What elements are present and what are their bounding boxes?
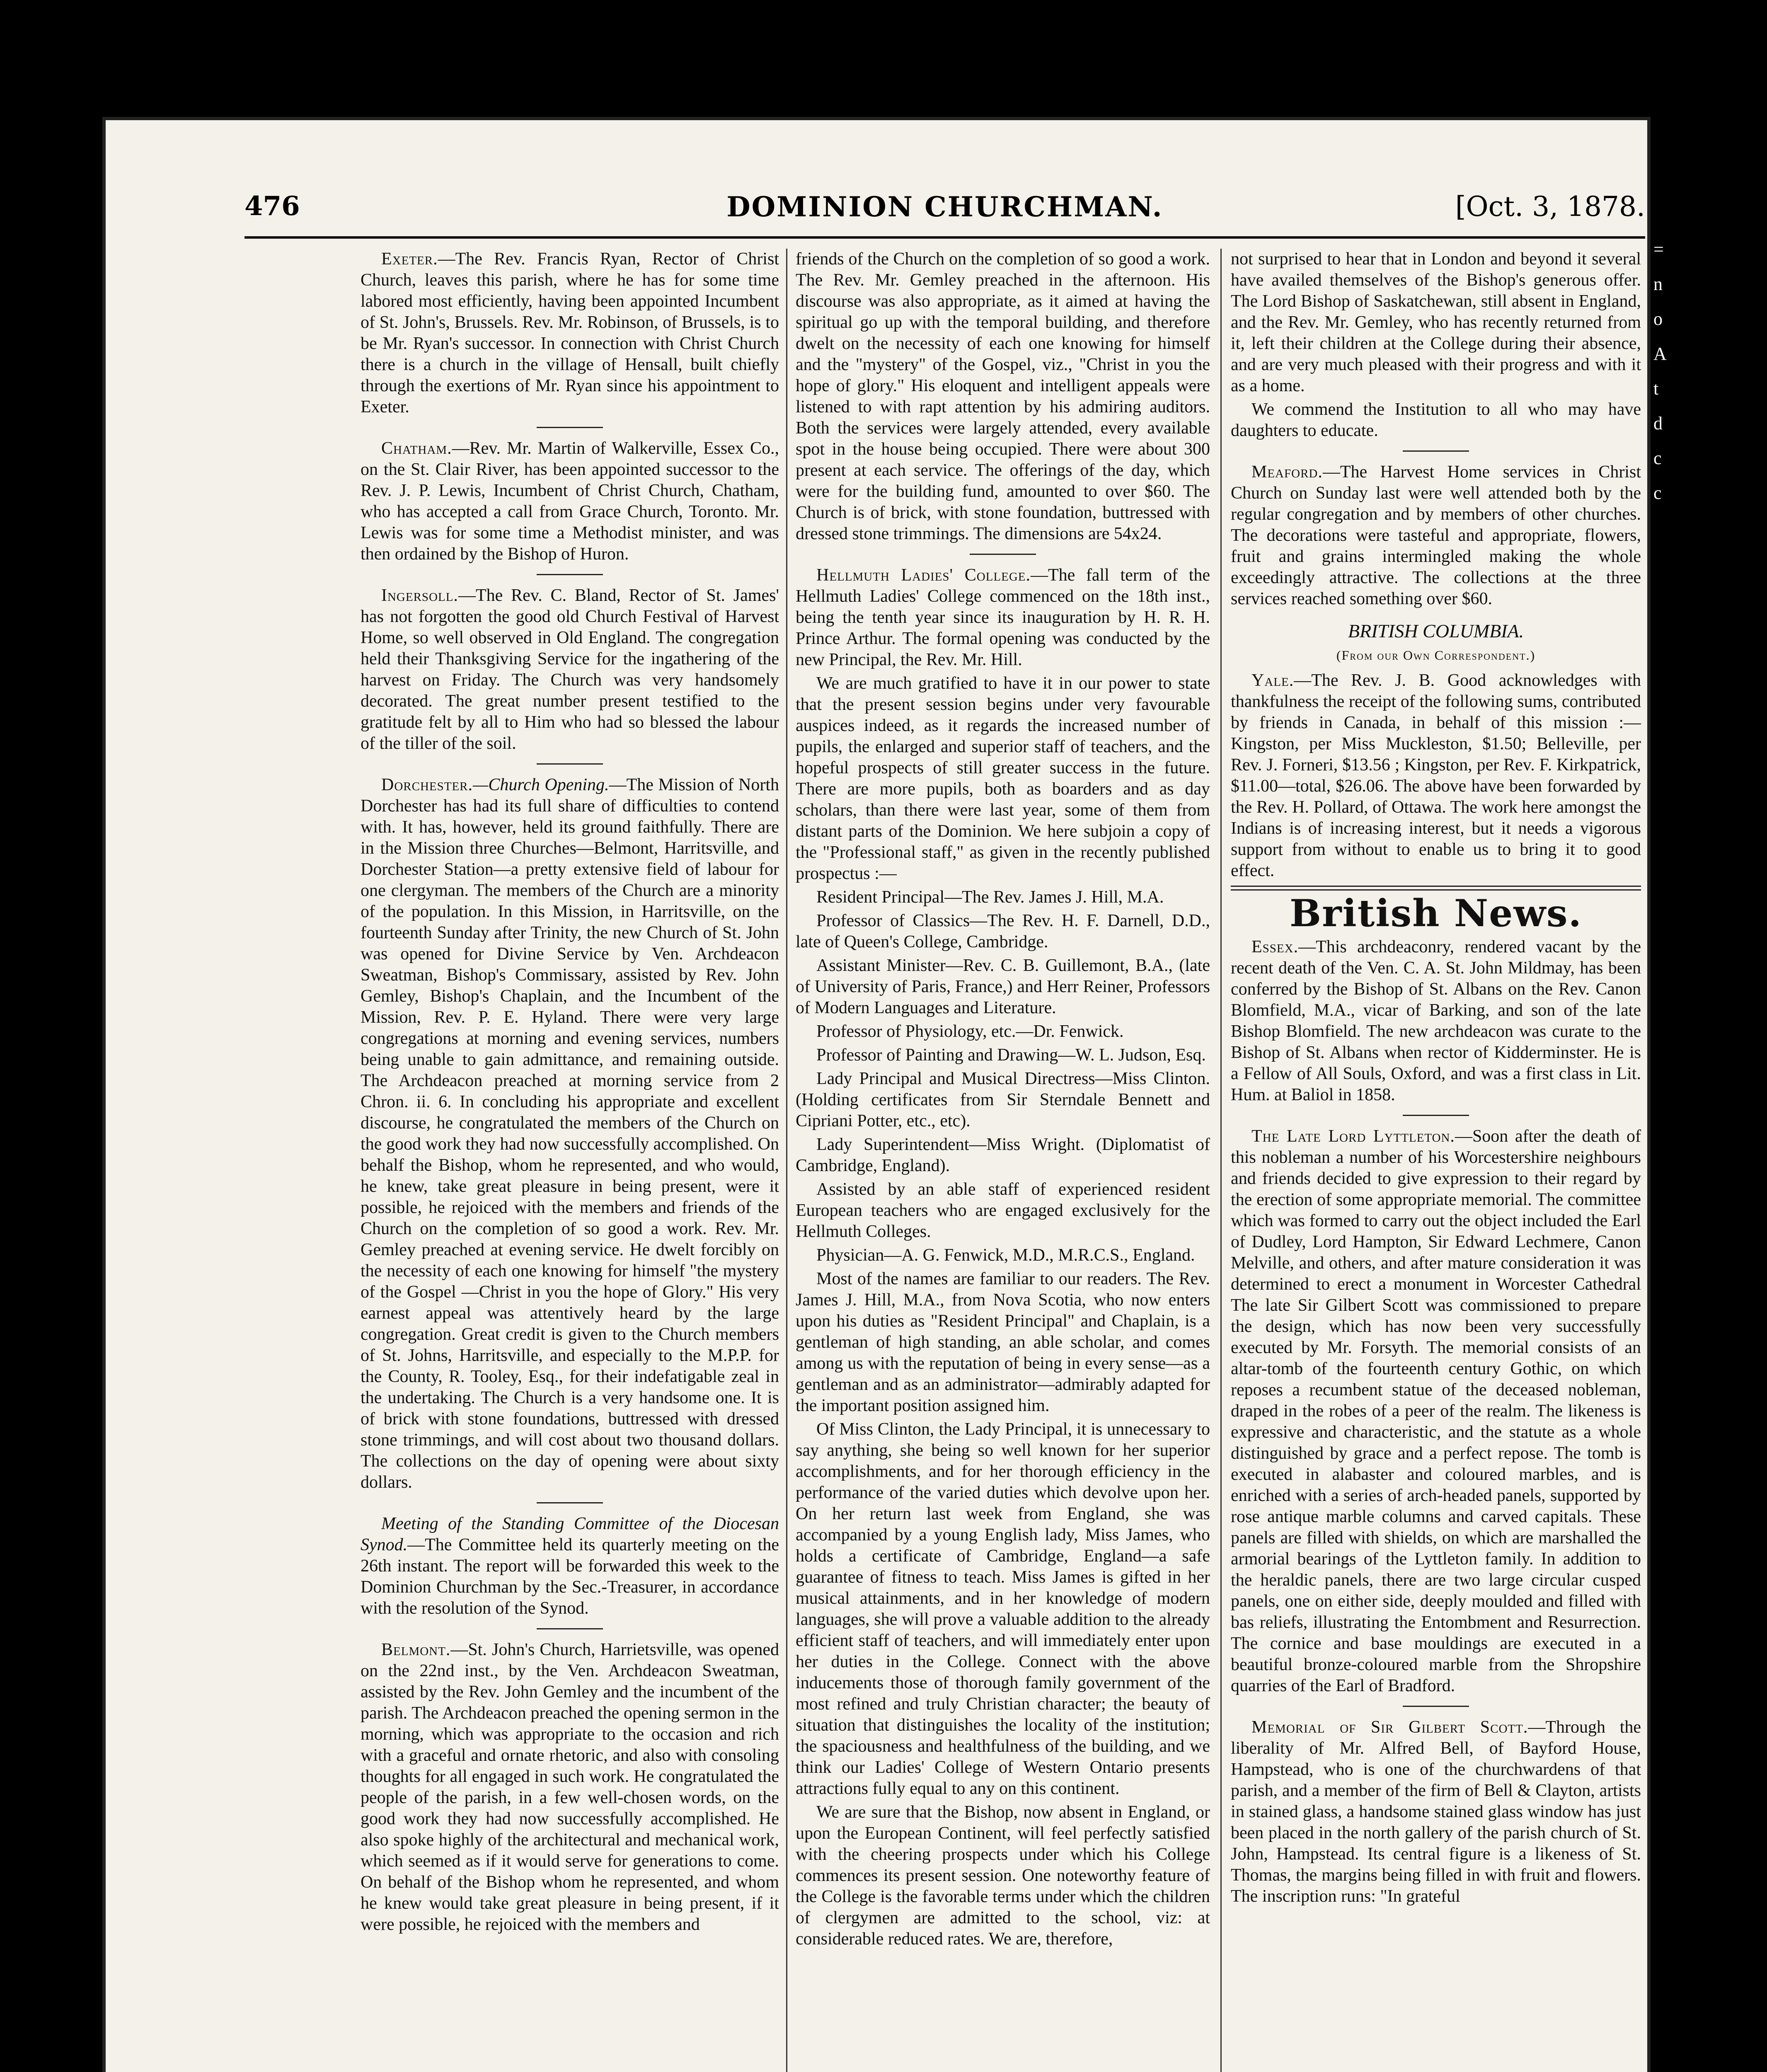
article-lead: Essex. xyxy=(1251,937,1299,956)
fragment-char: c xyxy=(1653,483,1662,503)
article-lead: Meaford. xyxy=(1251,462,1323,482)
staff-line: Assisted by an able staff of experienced resident European teachers who are engaged exclusively for the Hellmuth Colleges. xyxy=(796,1180,1210,1241)
issue-date: [Oct. 3, 1878. xyxy=(1455,191,1645,223)
separator-rule xyxy=(537,1628,603,1629)
article-body: —Rev. Mr. Martin of Walkerville, Essex Co., on the St. Clair River, has been appointed successor to the Rev. J. P. Lewis, Incumbent of Christ Church, Chatham, who has accepted a call from Grace Church, Toronto. Mr. Lewis was for some time a Methodist minister, and was then ordained by the Bishop of Huron. xyxy=(361,439,779,564)
separator-rule xyxy=(537,1502,603,1503)
article-synod xyxy=(361,1513,779,1619)
article-body: —Through the liberality of Mr. Alfred Bell, of Bayford House, Hampstead, who is one of the churchwardens of that parish, and a member of the firm of Bell & Clayton, artists in stained glass, a handsome stained glass window has just been placed in the north gallery of the parish church of St. John, Hampstead. Its central figure is a likeness of St. Thomas, the margins being filled in with fruit and flowers. The inscription runs: "In grateful xyxy=(1231,1718,1641,1906)
adjacent-page-fragment xyxy=(1653,232,1767,1310)
staff-line: Professor of Classics—The Rev. H. F. Darnell, D.D., late of Queen's College, Cambridge. xyxy=(796,911,1210,951)
fragment-char: c xyxy=(1653,448,1662,468)
article-lead: Ingersoll. xyxy=(381,586,458,605)
separator-rule xyxy=(1403,450,1469,452)
staff-line: Physician—A. G. Fenwick, M.D., M.R.C.S., England. xyxy=(816,1246,1195,1265)
masthead-title: DOMINION CHURCHMAN. xyxy=(726,191,1163,223)
fragment-char: A xyxy=(1653,344,1667,364)
article-essex xyxy=(1231,937,1641,1106)
article-lead: The Late Lord Lyttleton. xyxy=(1251,1127,1455,1146)
article-body: —This archdeaconry, rendered vacant by the recent death of the Ven. C. A. St. John Mildmay, has been conferred by the Bishop of St. Albans on the Rev. Canon Blomfield, M.A., vicar of Barking, and son of the late Bishop Blomfield. The new archdeacon was curate to the Bishop of St. Albans when rector of Kidderminster. He is a Fellow of All Souls, Oxford, and was a first class in Lit. Hum. at Baliol in 1858. xyxy=(1231,937,1641,1104)
fragment-char: t xyxy=(1653,378,1659,399)
separator-rule xyxy=(1403,1115,1469,1116)
article-body: —The Rev. C. Bland, Rector of St. James' has not forgotten the good old Church Festival of Harvest Home, so well observed in Old England. The congregation held their Thanksgiving Service for the ingathering of the harvest on Friday. The Church was very handsomely decorated. The great number present testified to the gratitude felt by all to Him who had so blessed the labour of the tiller of the soil. xyxy=(361,586,779,753)
article-chatham xyxy=(361,438,779,565)
staff-line: Lady Superintendent—Miss Wright. (Diplomatist of Cambridge, England). xyxy=(796,1135,1210,1175)
article-body: —The Harvest Home services in Christ Church on Sunday last were well attended both by the regular congregation and by members of other churches. The decorations were tasteful and appropriate, flowers, fruit and grains intermingled making the whole exceedingly attractive. The collections at the three services reached something over $60. xyxy=(1231,462,1641,608)
staff-line: Lady Principal and Musical Directress—Miss Clinton. (Holding certificates from Sir Sterndale Bennett and Cipriani Potter, etc., etc). xyxy=(796,1069,1210,1130)
fragment-char: d xyxy=(1653,413,1663,433)
article-meaford xyxy=(1231,462,1641,610)
article-dorchester xyxy=(361,775,779,1493)
staff-line: Professor of Physiology, etc.—Dr. Fenwick. xyxy=(816,1022,1124,1041)
article-belmont xyxy=(361,1639,779,1935)
article-continuation: friends of the Church on the completion of so good a work. The Rev. Mr. Gemley preached in the afternoon. His discourse was also appropriate, as it aimed at having the spiritual go up with the temporal building, and therefore dwelt on the necessity of each one knowing for himself and the "mystery" of the Gospel, viz., "Christ in you the hope of glory." His eloquent and intelligent appeals were listened to with rapt attention by his admiring auditors. Both the services were largely attended, every available spot in the house being occupied. There were about 300 present at each service. The offerings of the day, which were for the building fund, amounted to over $60. The Church is of brick, with stone foundation, buttressed with dressed stone trimmings. The dimensions are 54x24. xyxy=(796,249,1210,543)
staff-line: Assistant Minister—Rev. C. B. Guillemont, B.A., (late of University of Paris, France,) and Herr Reiner, Professors of Modern Languages and Literature. xyxy=(796,956,1210,1017)
article-subtitle: —Church Opening. xyxy=(473,775,609,794)
page-number: 476 xyxy=(244,191,300,222)
separator-rule xyxy=(970,554,1036,555)
article-lead: Belmont. xyxy=(381,1640,451,1659)
column-divider xyxy=(1220,249,1222,2072)
article-body: —Soon after the death of this nobleman a number of his Worcestershire neighbours and friends decided to give expression to their regard by the erection of some appropriate memorial. The committee which was formed to carry out the object included the Earl of Dudley, Lord Hampton, Sir Edward Lechmere, Canon Melville, and others, and after mature consideration it was determined to erect a monument in Worcester Cathedral The late Sir Gilbert Scott was commissioned to prepare the design, which has now been very successfully executed by Mr. Forsyth. The memorial consists of an altar-tomb of the fourteenth century Gothic, on which reposes a recumbent statue of the deceased nobleman, draped in the robes of a peer of the realm. The likeness is expressive and characteristic, and the statute as a whole distinguished by grace and a perfect repose. The tomb is executed in alabaster and coloured marbles, and is enriched with a series of arch-headed panels, supported by rose antique marble columns and carved capitals. These panels are filled with shields, on which are marshalled the armorial bearings of the Lyttleton family. In addition to the heraldic panels, there are two large circular cusped panels, one on either side, deeply moulded and filled with bas reliefs, illustrating the Entombment and Resurrection. The cornice and base mouldings are executed in a beautiful bronze-coloured marble from the Shropshire quarries of the Earl of Bradford. xyxy=(1231,1127,1641,1695)
article-body: —The fall term of the Hellmuth Ladies' College commenced on the 18th inst., being the tenth year since its inauguration by H. R. H. Prince Arthur. The formal opening was conducted by the new Principal, the Rev. Mr. Hill. xyxy=(796,566,1210,669)
separator-rule xyxy=(1403,1706,1469,1707)
section-heading-british-columbia: BRITISH COLUMBIA. xyxy=(1348,620,1524,641)
section-heading-british-news: British News. xyxy=(1290,891,1582,935)
fragment-char: o xyxy=(1653,309,1663,329)
article-hellmuth xyxy=(796,565,1210,670)
paragraph: Most of the names are familiar to our readers. The Rev. James J. Hill, M.A., from Nova Scotia, who now enters upon his duties as "Resident Principal" and Chaplain, is a gentleman of high standing, an able scholar, and comes among us with the reputation of being in every sense—as a gentleman and as an administrator—admirably adapted for the important position assigned him. xyxy=(796,1269,1210,1415)
staff-line: Professor of Painting and Drawing—W. L. Judson, Esq. xyxy=(816,1046,1206,1065)
article-lead: Hellmuth Ladies' College. xyxy=(816,566,1031,585)
article-body: —St. John's Church, Harrietsville, was opened on the 22nd inst., by the Ven. Archdeacon Sweatman, assisted by the Rev. John Gemley and the incumbent of the parish. The Archdeacon preached the opening sermon in the morning, which was appropriate to the occasion and rich with a graceful and ornate rhetoric, and also with consoling thoughts for all engaged in such work. He congratulated the people of the parish, in a few well-chosen words, on the good work they had now successfully accomplished. He also spoke highly of the architectural and mechanical work, which seemed as if it would serve for generations to come. On behalf of the Bishop whom he represented, and whom he knew would take great pleasure in being present, if it were possible, he rejoiced with the members and xyxy=(361,1640,779,1934)
article-lyttleton xyxy=(1231,1126,1641,1697)
separator-rule xyxy=(537,574,603,575)
section-subheading: (From our Own Correspondent.) xyxy=(1336,648,1536,663)
article-body: —The Rev. Francis Ryan, Rector of Christ Church, leaves this parish, where he has for some time labored most efficiently, having been appointed Incumbent of St. John's, Brussels. Rev. Mr. Robinson, of Brussels, is to be Mr. Ryan's successor. In connection with Christ Church there is a church in the village of Hensall, built chiefly through the exertions of Mr. Ryan since his appointment to Exeter. xyxy=(361,249,779,416)
separator-rule xyxy=(537,427,603,428)
article-lead: Dorchester. xyxy=(381,775,473,794)
article-scott xyxy=(1231,1717,1641,1907)
article-lead: Meeting of the Standing Committee of the Diocesan Synod. xyxy=(361,1514,779,1554)
article-lead: Exeter. xyxy=(381,249,438,269)
fragment-char: n xyxy=(1653,274,1663,294)
column-middle xyxy=(796,249,1210,2072)
column-right xyxy=(1231,249,1641,2072)
article-body: —The Mission of North Dorchester has had its full share of difficulties to contend with. It has, however, held its ground faithfully. There are in the Mission three Churches—Belmont, Harritsville, and Dorchester Station—a pretty extensive field of labour for one clergyman. The members of the Church are a minority of the population. In this Mission, in Harritsville, on the fourteenth Sunday after Trinity, the new Church of St. John was opened for Divine Service by Ven. Archdeacon Sweatman, Bishop's Commissary, assisted by Rev. John Gemley, Bishop's Chaplain, and the Incumbent of the Mission, Rev. P. E. Hyland. There were very large congregations at morning and evening services, numbers being unable to gain admittance, and remaining outside. The Archdeacon preached at morning service from 2 Chron. ii. 6. In concluding his appropriate and excellent discourse, he congratulated the members of the Church on the good work they had now successfully accomplished. On behalf the Bishop, whom he represented, and who would, he knew, take great pleasure in being present, were it possible, he rejoiced with the members and friends of the Church on the completion of so good a work. Rev. Mr. Gemley preached at evening service. He dwelt forcibly on the necessity of each one knowing for himself "the mystery of the Gospel —Christ in you the hope of Glory." His very earnest appeal was attentively heard by the large congregation. Great credit is given to the Church members of St. Johns, Harritsville, and especially to the M.P.P. for the County, R. Tooley, Esq., for their indefatigable zeal in the undertaking. The Church is a very handsome one. It is of brick with stone foundations, buttressed with dressed stone trimmings, and will cost about two thousand dollars. The collections on the day of opening were about sixty dollars. xyxy=(361,775,779,1492)
article-exeter xyxy=(361,249,779,418)
article-body: —The Committee held its quarterly meeting on the 26th instant. The report will be forwarded this week to the Dominion Churchman by the Sec.-Treasurer, in accordance with the resolution of the Synod. xyxy=(361,1535,779,1618)
article-lead: Memorial of Sir Gilbert Scott. xyxy=(1251,1718,1528,1737)
column-left xyxy=(361,249,779,2072)
header-rule xyxy=(244,236,1645,239)
fragment-char: = xyxy=(1653,239,1664,259)
article-continuation: not surprised to hear that in London and beyond it several have availed themselves of the Bishop's generous offer. The Lord Bishop of Saskatchewan, still absent in England, and the Rev. Mr. Gemley, who has recently returned from it, left their children at the College during their absence, and are very much pleased with their progress and with it as a home. xyxy=(1231,249,1641,395)
staff-line: Resident Principal—The Rev. James J. Hill, M.A. xyxy=(816,888,1164,907)
article-yale xyxy=(1231,670,1641,881)
page-header xyxy=(244,191,1645,236)
paragraph: We are sure that the Bishop, now absent in England, or upon the European Continent, will feel perfectly satisfied with the cheering prospects under which his College commences its present session. One noteworthy feature of the College is the favorable terms under which the children of clergymen are admitted to the school, viz: at considerable reduced rates. We are, therefore, xyxy=(796,1803,1210,1949)
paragraph: We are much gratified to have it in our power to state that the present session begins under very favourable auspices indeed, as it regards the increased number of pupils, the enlarged and superior staff of teachers, and the hopeful prospects of still greater success in the future. There are more pupils, both as boarders and as day scholars, than there were last year, some of them from distant parts of the Dominion. We here subjoin a copy of the "Professional staff," as given in the recently published prospectus :— xyxy=(796,674,1210,883)
paragraph: We commend the Institution to all who may have daughters to educate. xyxy=(1231,400,1641,440)
article-lead: Chatham. xyxy=(381,439,452,458)
article-lead: Yale. xyxy=(1251,671,1294,690)
article-ingersoll xyxy=(361,585,779,754)
column-divider xyxy=(786,249,787,2072)
separator-rule xyxy=(537,763,603,765)
paragraph: Of Miss Clinton, the Lady Principal, it is unnecessary to say anything, she being so well known for her superior accomplishments, and for her thorough efficiency in the performance of the varied duties which devolve upon her. On her return last week from England, she was accompanied by a young English lady, Miss James, who holds a certificate of Cambridge, England—a safe guarantee of fitness to teach. Miss James is gifted in her musical attainments, and in her knowledge of modern languages, she will prove a valuable addition to the already efficient staff of teachers, and will immediately enter upon her duties in the College. Connect with the above inducements those of thorough family government of the most refined and truly Christian character; the beauty of situation that distinguishes the locality of the institution; the spaciousness and healthfulness of the building, and we think our Ladies' College of Western Ontario presents attractions fully equal to any on this continent. xyxy=(796,1420,1210,1798)
double-rule xyxy=(1231,886,1641,891)
article-body: —The Rev. J. B. Good acknowledges with thankfulness the receipt of the following sums, contributed by friends in Canada, in behalf of this mission :—Kingston, per Miss Muckleston, $1.50; Belleville, per Rev. J. Forneri, $13.56 ; Kingston, per Rev. F. Kirkpatrick, $11.00—total, $26.06. The above have been forwarded by the Rev. H. Pollard, of Ottawa. The work here amongst the Indians is of increasing interest, but it needs a vigorous support from without to enable us to bring it to good effect. xyxy=(1231,671,1641,880)
